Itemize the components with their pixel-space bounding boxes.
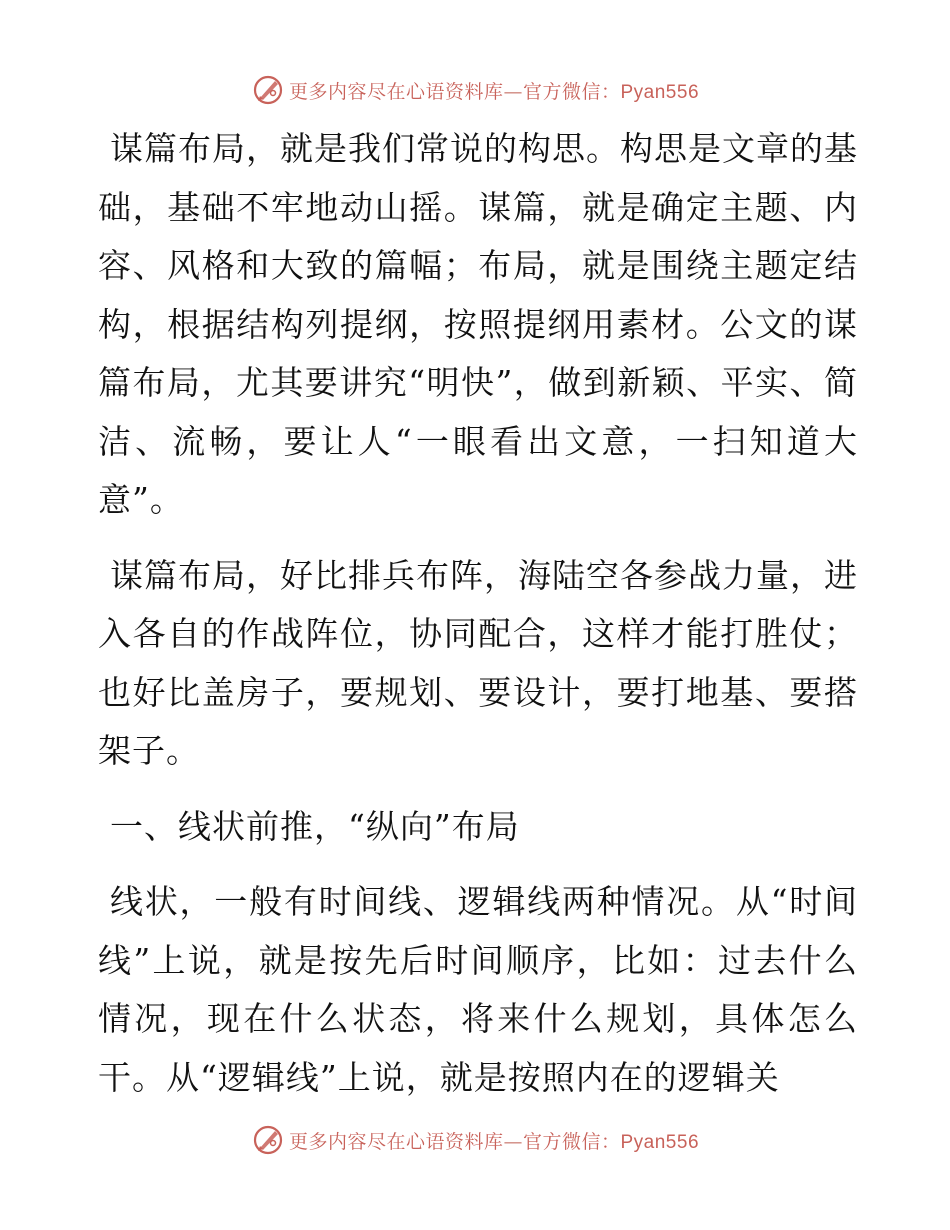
watermark-site: 更多内容尽在心语资料库: [288, 1130, 504, 1153]
watermark-wechat-id: Pyan556: [620, 1131, 700, 1153]
paragraph-3: 线状，一般有时间线、逻辑线两种情况。从“时间线”上说，就是按先后时间顺序，比如：过去什么情况，现在什么状态，将来什么规划，具体怎么干。从“逻辑线”上说，就是按照内在的逻辑关: [98, 882, 858, 1097]
quill-logo-icon: [251, 73, 285, 107]
footer-watermark: [0, 1120, 950, 1160]
watermark-site: 更多内容尽在心语资料库: [288, 80, 504, 103]
watermark-separator: —: [503, 80, 523, 103]
header-watermark: [0, 70, 950, 110]
paragraph-2: 谋篇布局，好比排兵布阵，海陆空各参战力量，进入各自的作战阵位，协同配合，这样才能打胜仗；也好比盖房子，要规划、要设计，要打地基、要搭架子。: [98, 555, 858, 770]
watermark-wechat-id: Pyan556: [620, 81, 700, 103]
watermark-text: [289, 77, 699, 104]
watermark-separator: —: [503, 1130, 523, 1153]
document-body: [98, 120, 858, 1107]
paragraph-1: 谋篇布局，就是我们常说的构思。构思是文章的基础，基础不牢地动山摇。谋篇，就是确定主题、内容、风格和大致的篇幅；布局，就是围绕主题定结构，根据结构列提纲，按照提纲用素材。公文的谋篇布局，尤其要讲究“明快”，做到新颖、平实、简洁、流畅，要让人“一眼看出文意，一扫知道大意”。: [98, 129, 858, 519]
watermark-official-label: 官方微信：: [522, 80, 621, 103]
watermark-text: [289, 1127, 699, 1154]
section-heading: 一、线状前推，“纵向”布局: [110, 806, 520, 846]
quill-logo-icon: [251, 1123, 285, 1157]
watermark-official-label: 官方微信：: [522, 1130, 621, 1153]
